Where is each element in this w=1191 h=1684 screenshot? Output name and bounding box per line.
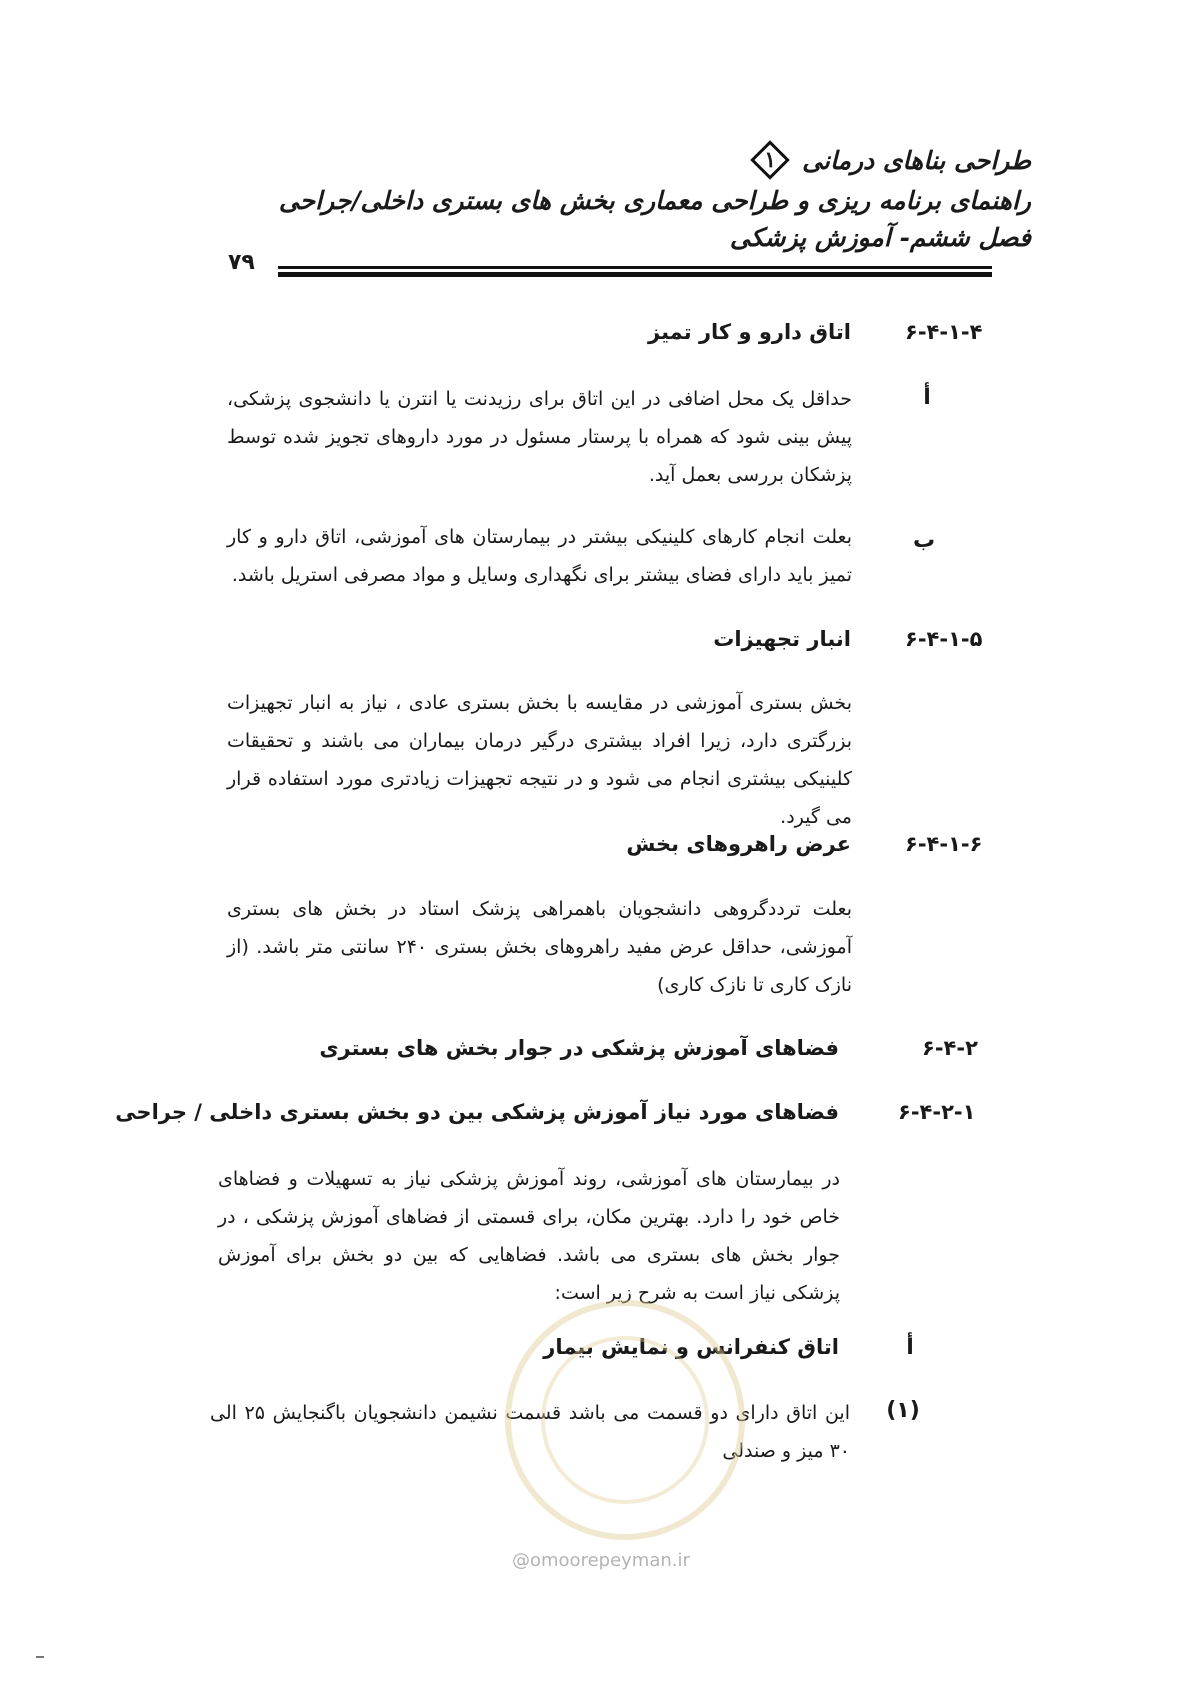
paragraph: بعلت انجام کارهای کلینیکی بیشتر در بیمارستان های آموزشی، اتاق دارو و کار تمیز باید دارای فضای بیشتر برای نگهداری وسایل و مواد مصرفی استریل باشد. xyxy=(227,526,852,586)
header-line-3: فصل ششم- آموزش پزشکی xyxy=(729,223,1031,252)
item-marker: (۱) xyxy=(886,1398,920,1423)
header-line-1 xyxy=(231,138,1031,182)
item-marker: ب xyxy=(912,528,936,553)
watermark-text: @omoorepeyman.ir xyxy=(512,1550,690,1571)
section-number: ۶-۴-۱-۵ xyxy=(905,627,983,651)
paragraph: بعلت ترددگروهی دانشجویان باهمراهی پزشک استاد در بخش های بستری آموزشی، حداقل عرض مفید راهروهای بخش بستری ۲۴۰ سانتی متر باشد. (از نازک کاری تا نازک کاری) xyxy=(227,898,852,996)
section-title: فضاهای مورد نیاز آموزش پزشکی بین دو بخش بستری داخلی / جراحی xyxy=(115,1100,839,1124)
section-title: عرض راهروهای بخش xyxy=(626,832,851,856)
item-title: اتاق کنفرانس و نمایش بیمار xyxy=(543,1335,839,1359)
watermark-seal xyxy=(505,1300,745,1540)
header-rule-thick xyxy=(278,272,992,277)
section-title: فضاهای آموزش پزشکی در جوار بخش های بستری xyxy=(319,1036,839,1060)
running-header xyxy=(231,138,1031,256)
volume-number: ۱ xyxy=(764,147,777,173)
header-line-2: راهنمای برنامه ریزی و طراحی معماری بخش های بستری داخلی/جراحی xyxy=(278,186,1031,215)
section-title: اتاق دارو و کار تمیز xyxy=(648,320,851,344)
page-number: ۷۹ xyxy=(228,250,255,275)
section-number: ۶-۴-۱-۴ xyxy=(905,320,983,344)
watermark-seal-inner xyxy=(541,1336,709,1504)
section-number: ۶-۴-۲ xyxy=(922,1036,978,1060)
paragraph: این اتاق دارای دو قسمت می باشد قسمت نشیمن دانشجویان باگنجایش ۲۵ الی ۳۰ میز و صندلی xyxy=(210,1402,850,1462)
item-marker: أ xyxy=(923,385,931,410)
section-number: ۶-۴-۲-۱ xyxy=(898,1100,976,1124)
book-title: طراحی بناهای درمانی xyxy=(802,145,1031,175)
section-number: ۶-۴-۱-۶ xyxy=(905,832,983,856)
paragraph: بخش بستری آموزشی در مقایسه با بخش بستری عادی ، نیاز به انبار تجهیزات بزرگتری دارد، زیرا افراد بیشتری درگیر درمان بیماران می باشند و تحقیقات کلینیکی بیشتری انجام می شود و در نتیجه تجهیزات زیادتری مورد استفاده قرار می گیرد. xyxy=(227,692,852,828)
paragraph: در بیمارستان های آموزشی، روند آموزش پزشکی نیاز به تسهیلات و فضاهای خاص خود را دارد. بهترین مکان، برای قسمتی از فضاهای آموزش پزشکی ، در جوار بخش های بستری می باشد. فضاهایی که بین دو بخش برای آموزش پزشکی نیاز است به شرح زیر است: xyxy=(218,1168,840,1304)
footer-mark xyxy=(36,1656,44,1658)
header-rule xyxy=(278,266,992,269)
volume-badge xyxy=(748,138,792,182)
item-marker: أ xyxy=(906,1335,914,1360)
paragraph: حداقل یک محل اضافی در این اتاق برای رزیدنت یا انترن یا دانشجوی پزشکی، پیش بینی شود که همراه با پرستار مسئول در مورد داروهای تجویز شده توسط پزشکان بررسی بعمل آید. xyxy=(227,388,852,486)
section-title: انبار تجهیزات xyxy=(713,627,851,651)
